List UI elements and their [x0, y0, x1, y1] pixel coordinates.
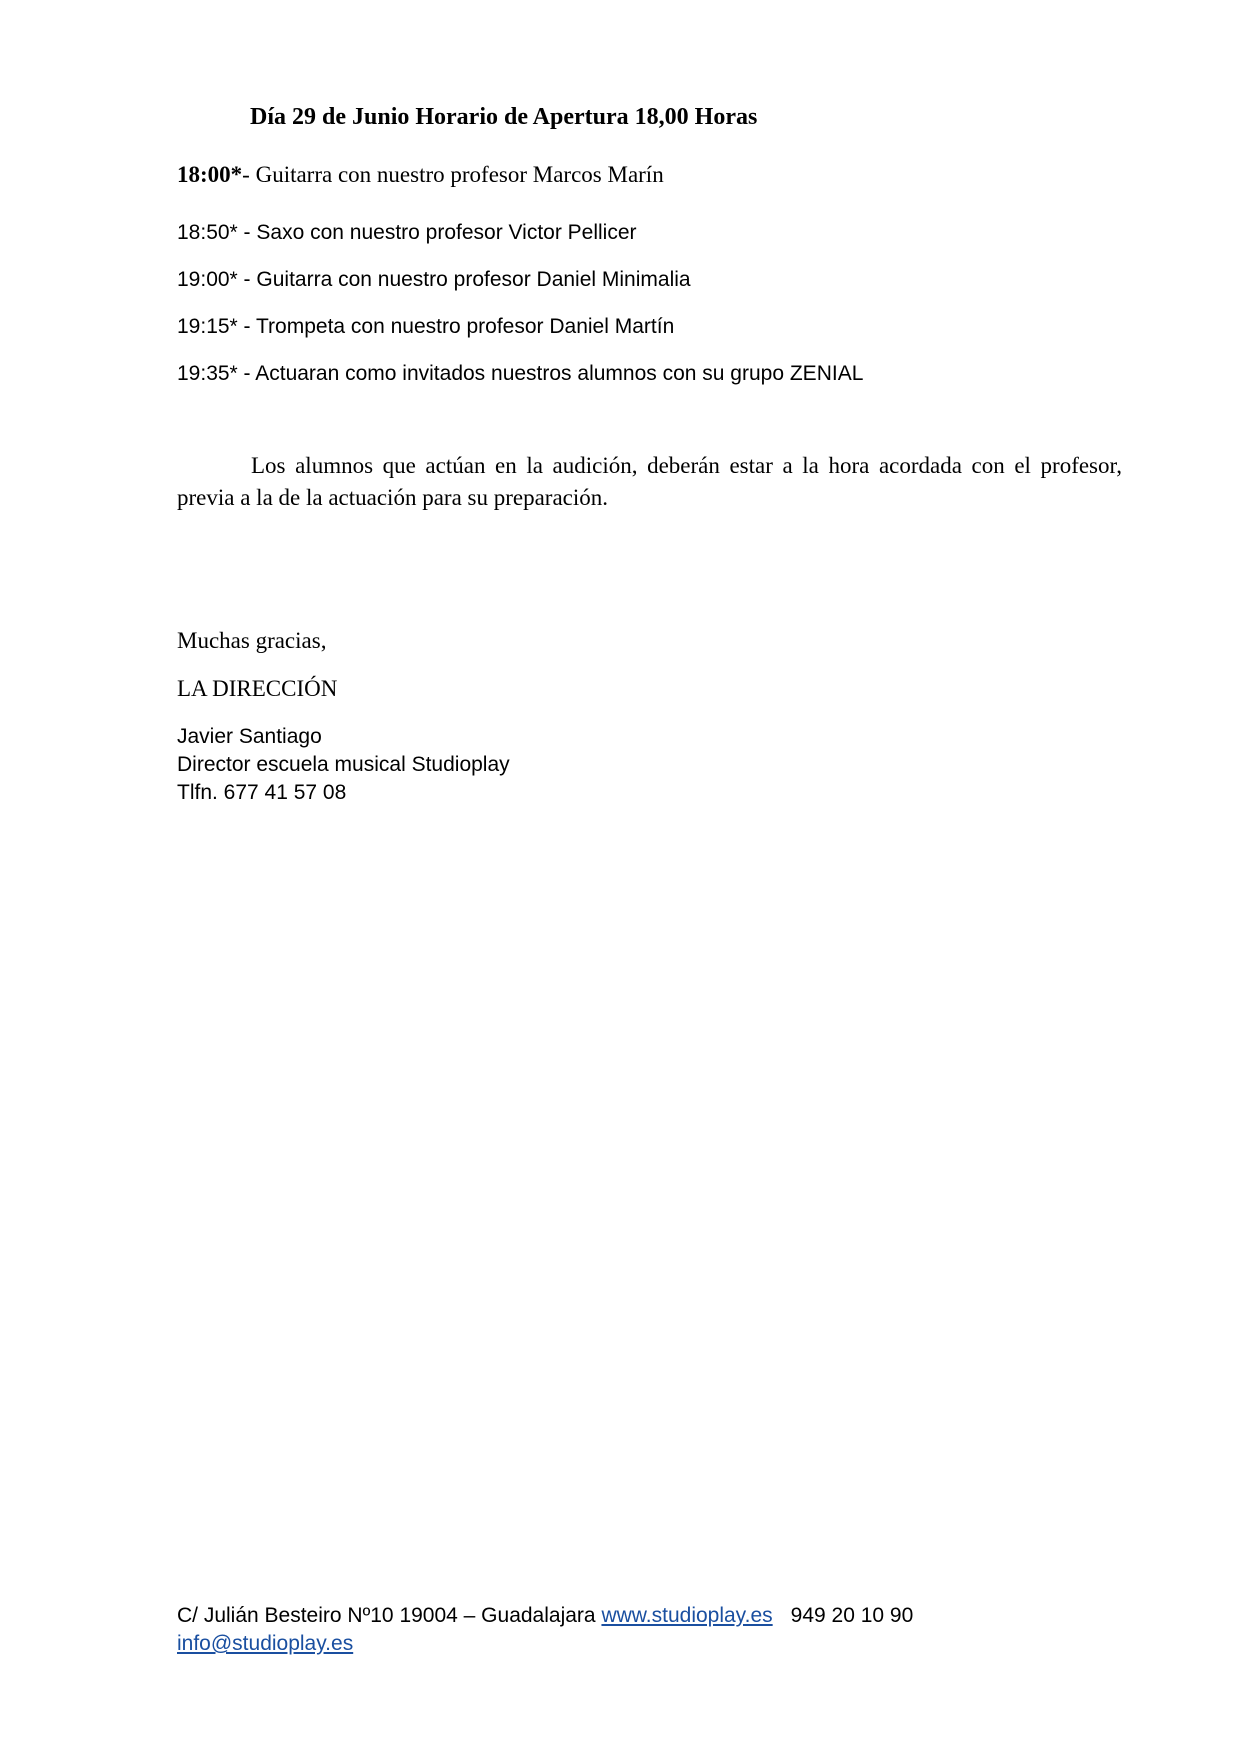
schedule-list: [177, 220, 1137, 408]
footer-line-1: [177, 1602, 913, 1630]
schedule-item: 19:00* - Guitarra con nuestro profesor Daniel Minimalia: [177, 268, 691, 291]
signature-role: Director escuela musical Studioplay: [177, 753, 510, 776]
page-footer: [177, 1602, 913, 1658]
footer-line-2: [177, 1630, 913, 1658]
footer-address: C/ Julián Besteiro Nº10 19004 – Guadalajara: [177, 1604, 596, 1627]
schedule-time: 18:00*: [177, 162, 243, 187]
signature-name: Javier Santiago: [177, 725, 322, 748]
page-heading: Día 29 de Junio Horario de Apertura 18,00 Horas: [250, 104, 758, 130]
direction-label: LA DIRECCIÓN: [177, 676, 338, 701]
instructions-paragraph: Los alumnos que actúan en la audición, deberán estar a la hora acordada con el profesor, previa a la de la actuación para su preparación.: [177, 453, 1122, 510]
schedule-item: 19:35* - Actuaran como invitados nuestros alumnos con su grupo ZENIAL: [177, 362, 864, 385]
schedule-item: 18:50* - Saxo con nuestro profesor Victor Pellicer: [177, 221, 637, 244]
email-link[interactable]: info@studioplay.es: [177, 1632, 354, 1655]
schedule-item: 19:15* - Trompeta con nuestro profesor Daniel Martín: [177, 315, 675, 338]
footer-phone: 949 20 10 90: [790, 1604, 914, 1627]
closing-text: Muchas gracias,: [177, 628, 327, 653]
signature-phone: Tlfn. 677 41 57 08: [177, 781, 347, 804]
signature-block: [177, 723, 510, 807]
website-link[interactable]: www.studioplay.es: [601, 1604, 773, 1627]
schedule-text: - Guitarra con nuestro profesor Marcos Marín: [242, 162, 664, 187]
schedule-item-first: [177, 162, 664, 188]
